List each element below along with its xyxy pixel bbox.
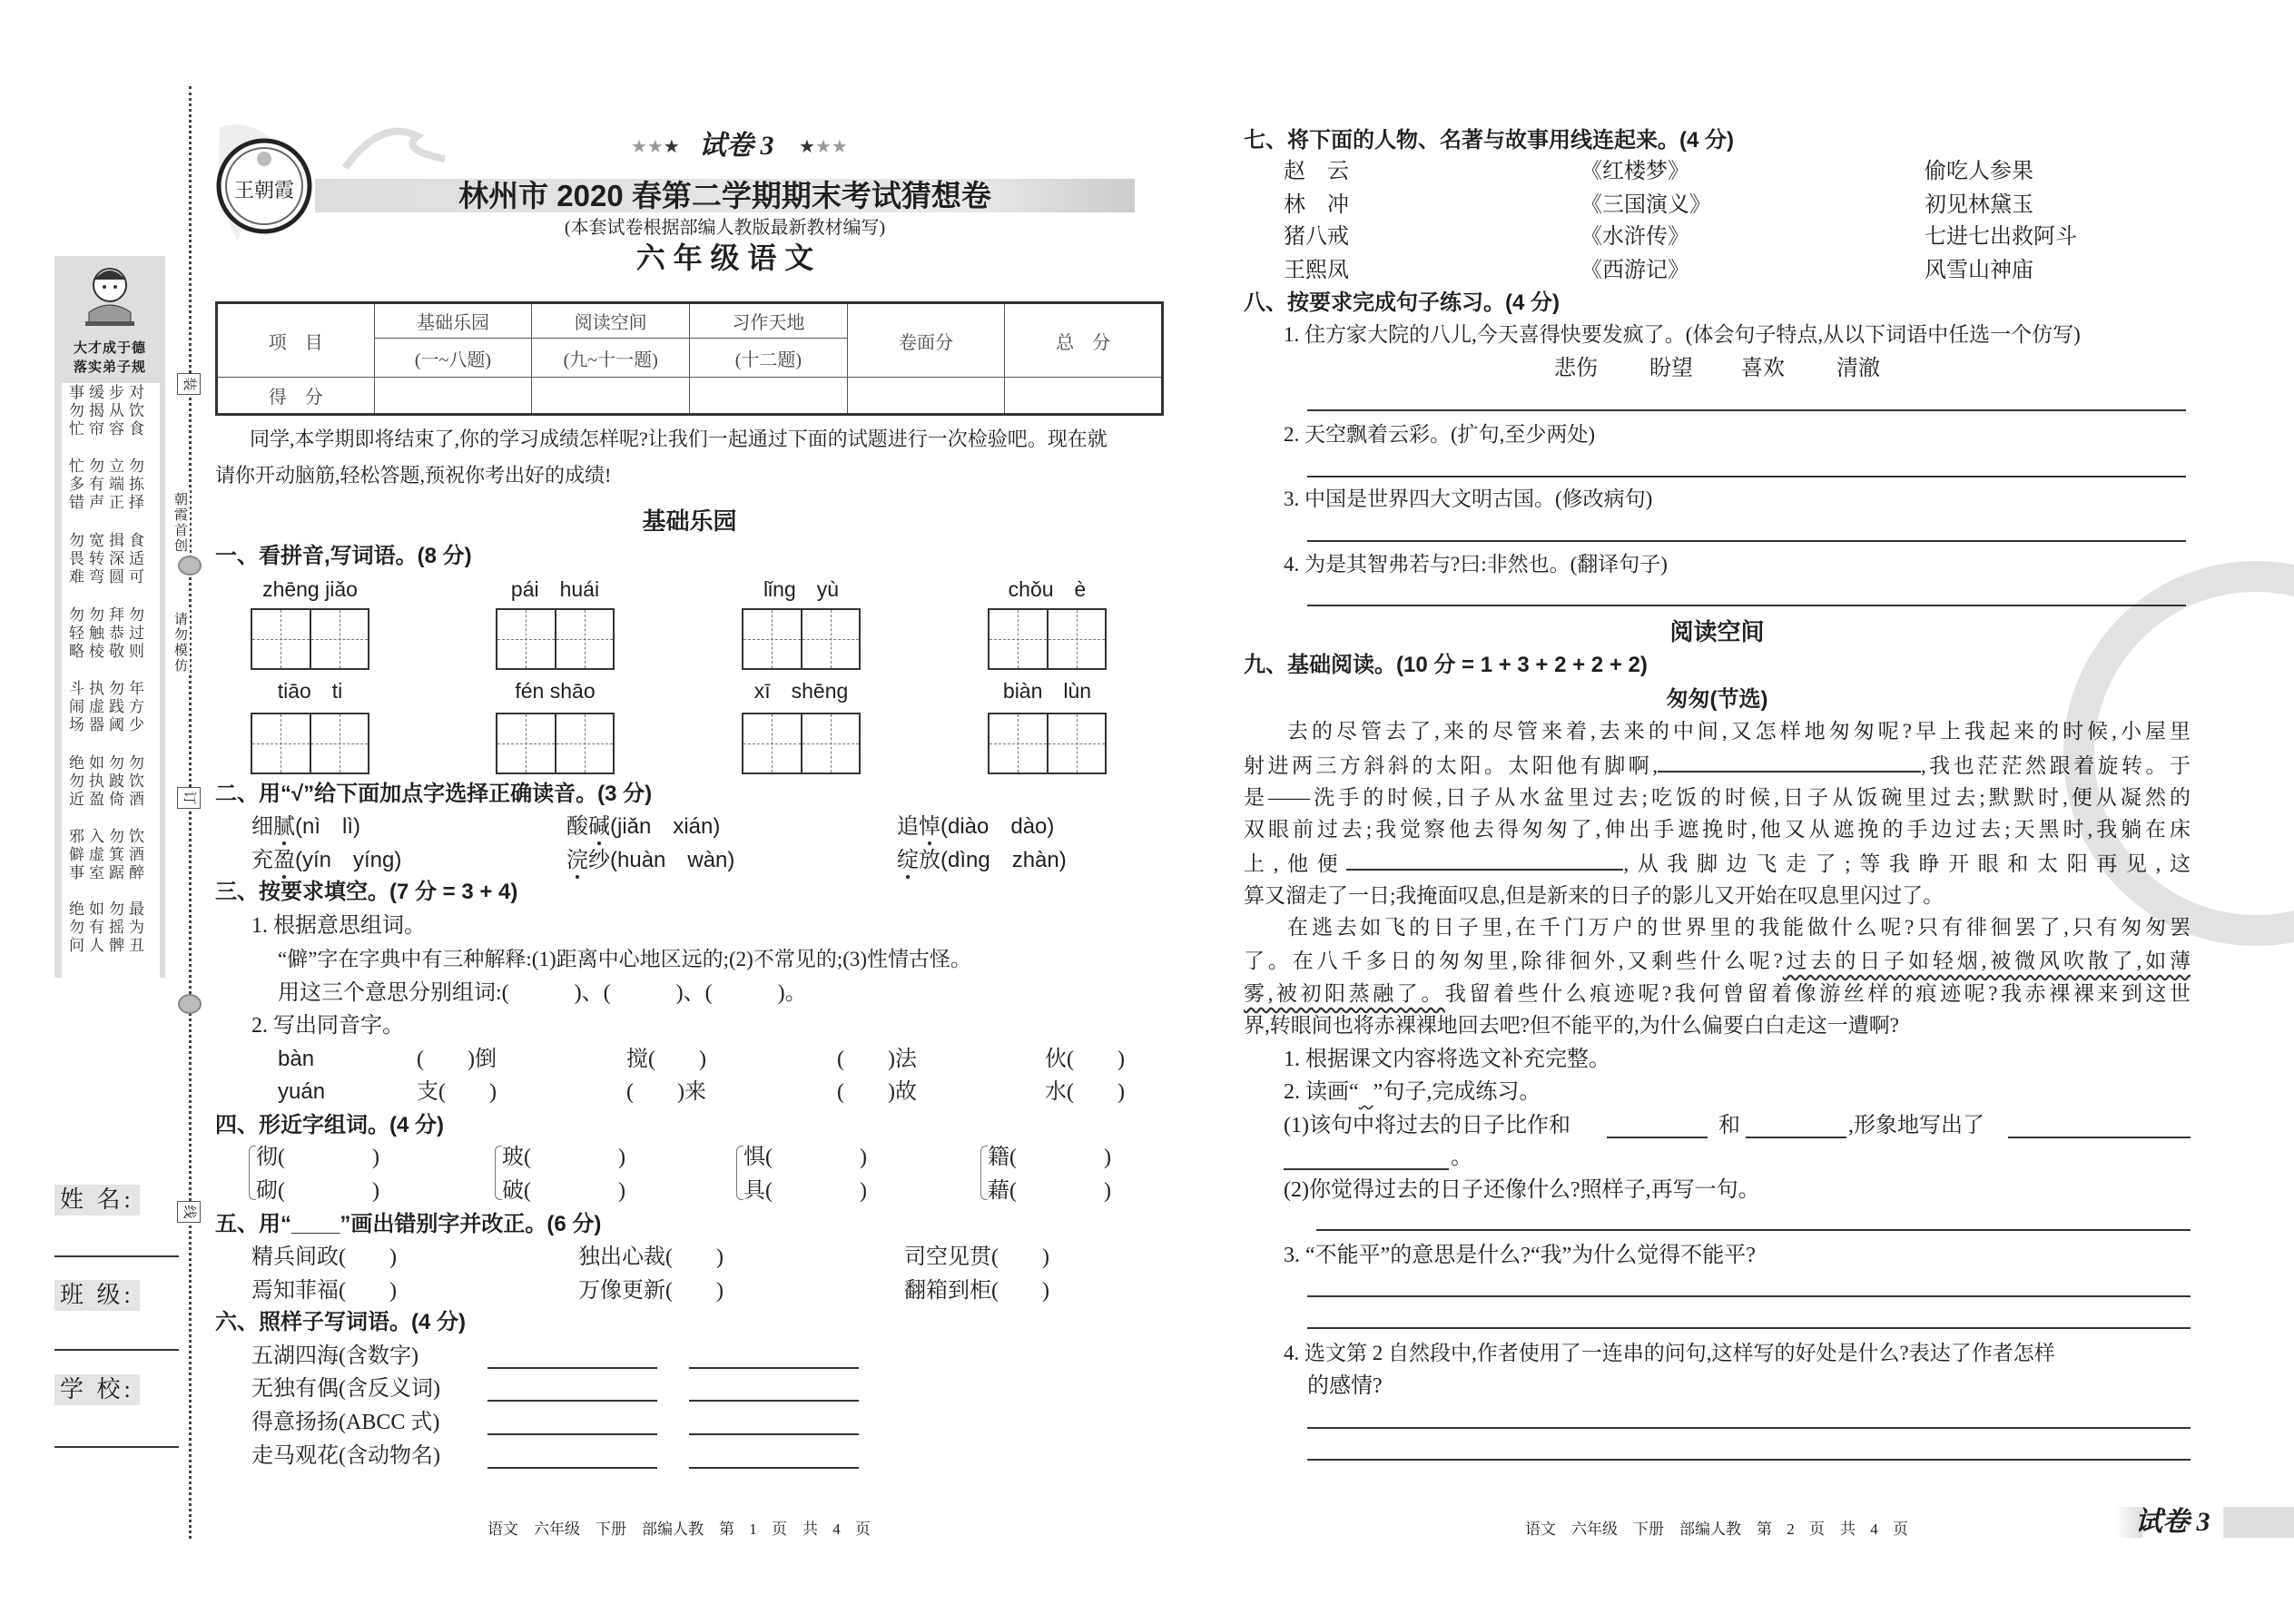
answer-line[interactable]: [1307, 1459, 2191, 1461]
subject-title: 六 年 级 语 文: [635, 241, 814, 274]
verse-line: 事缓步对: [69, 384, 149, 401]
smiley-icon: [178, 994, 202, 1014]
word-pattern-example: 五湖四海(含数字): [251, 1344, 418, 1368]
sub-question-prompt[interactable]: 用这三个意思分别组词:( )、( )、( )。: [278, 981, 807, 1005]
sub-question-text: “僻”字在字典中有三种解释:(1)距离中心地区远的;(2)不常见的;(3)性情古怪。: [278, 948, 972, 970]
answer-line[interactable]: [487, 1433, 657, 1435]
binding-dotted-line: [189, 86, 192, 1539]
school-field[interactable]: [54, 1446, 179, 1448]
tianzige-cell[interactable]: [556, 610, 614, 668]
margin-tag-xian: 线: [177, 1201, 201, 1223]
answer-line[interactable]: [1307, 476, 2186, 477]
tianzige-answer-box[interactable]: [251, 713, 369, 774]
passage-line: [1244, 819, 2191, 840]
exam-subtitle: (本套试卷根据部编人教版最新教材编写): [564, 218, 886, 238]
pronunciation-item[interactable]: [566, 816, 720, 838]
tianzige-cell[interactable]: [989, 610, 1049, 668]
passage-text: ,我也茫茫然跟着旋转。于: [1920, 754, 2191, 777]
section-range: (十二题): [690, 339, 848, 378]
answer-blank[interactable]: [2008, 1137, 2191, 1138]
pinyin-label: biàn lùn: [1002, 679, 1092, 703]
page-footer-1: 语文 六年级 下册 部编人教 第 1 页 共 4 页: [487, 1521, 871, 1538]
answer-line[interactable]: [689, 1400, 859, 1402]
section-range: (一~八题): [374, 339, 532, 378]
score-cell[interactable]: [532, 378, 690, 415]
answer-line[interactable]: [487, 1467, 657, 1469]
smiley-icon: [178, 556, 202, 576]
verse-line: 问人髀丑: [69, 937, 149, 954]
item-char: 浣: [566, 849, 588, 872]
brace-icon: [980, 1146, 988, 1200]
class-label: 班 级:: [54, 1280, 140, 1311]
score-table: [215, 301, 1164, 416]
passage-text: ,从我脚边飞走了;等我睁开眼和太阳再见,这: [1623, 852, 2191, 875]
tianzige-answer-box[interactable]: [988, 713, 1107, 774]
match-story[interactable]: 偷吃人参果: [1925, 160, 2033, 183]
reading-question-2-2: (2)你觉得过去的日子还像什么?照样子,再写一句。: [1284, 1178, 1760, 1202]
verse-line: 勿揭从饮: [69, 402, 149, 419]
pinyin-options[interactable]: (nì lì): [295, 814, 360, 839]
homophone-blank[interactable]: ( )法: [837, 1048, 917, 1071]
tianzige-cell[interactable]: [252, 714, 311, 773]
corner-exam-tab: 试卷 3: [2135, 1507, 2210, 1537]
item-char: 悼: [919, 815, 940, 839]
reading-question-2: [1284, 1081, 1541, 1103]
tianzige-cell[interactable]: [802, 610, 860, 668]
homophone-blank[interactable]: ( )故: [837, 1080, 917, 1104]
match-book[interactable]: 《红楼梦》: [1580, 160, 1689, 183]
sentence-exercise: 2. 天空飘着云彩。(扩句,至少两处): [1284, 423, 1596, 446]
tianzige-answer-box[interactable]: [742, 713, 861, 774]
tianzige-answer-box[interactable]: [496, 713, 615, 774]
passage-line: [1287, 917, 2191, 938]
question-text: 2. 读画“: [1284, 1080, 1359, 1104]
passage-line: [1244, 787, 2191, 808]
similar-char-item[interactable]: 籍( ): [988, 1146, 1111, 1169]
item-char: 腻: [273, 815, 295, 839]
passage-text: 上,他便: [1244, 852, 1347, 875]
brand-logo-badge: [211, 123, 318, 245]
answer-line[interactable]: [1307, 1427, 2191, 1429]
pronunciation-item[interactable]: [251, 816, 360, 838]
passage-title: 匆匆(节选): [1666, 687, 1768, 712]
tianzige-cell[interactable]: [497, 714, 556, 773]
verse-line: 畏转深适: [69, 550, 149, 567]
question-9-title: 九、基础阅读。(10 分 = 1 + 3 + 2 + 2 + 2): [1244, 653, 1648, 677]
passage-line: [1287, 721, 2191, 742]
section-name: 习作天地: [690, 303, 848, 339]
answer-blank[interactable]: [1284, 1168, 1449, 1170]
match-person[interactable]: 王熙凤: [1284, 259, 1349, 282]
sub-question: 1. 根据意思组词。: [251, 914, 426, 938]
item-char: 碱: [588, 815, 610, 839]
sidebar-slogan: 大才成于德: [73, 340, 146, 356]
homophone-blank[interactable]: ( )倒: [417, 1048, 497, 1071]
similar-char-item[interactable]: 惧( ): [743, 1146, 867, 1169]
word-pattern-example: 走马观花(含动物名): [251, 1444, 440, 1468]
passage-line: [1244, 852, 2191, 874]
tianzige-cell[interactable]: [311, 610, 369, 668]
exam-title: 林州市 2020 春第二学期期末考试猜想卷: [458, 179, 991, 212]
score-cell[interactable]: [374, 378, 532, 415]
verse-line: 忙帘容食: [69, 420, 149, 438]
sub-question: 2. 写出同音字。: [251, 1014, 404, 1038]
passage-text: 射进两三方斜斜的太阳。太阳他有脚啊,: [1244, 754, 1658, 777]
tianzige-answer-box[interactable]: [988, 608, 1107, 670]
question-3-title: 三、按要求填空。(7 分 = 3 + 4): [215, 880, 518, 904]
word-choice: 清澈: [1836, 357, 1880, 380]
verse-line: 勿有摇为: [69, 919, 149, 936]
similar-char-item[interactable]: 藉( ): [988, 1179, 1111, 1203]
reading-question-2-1: (1)该句中将过去的日子比作和: [1284, 1114, 1570, 1137]
verse-line: 忙勿立勿: [69, 458, 149, 475]
match-book[interactable]: 《西游记》: [1580, 259, 1689, 282]
word-pattern-example: 得意扬扬(ABCC 式): [251, 1411, 440, 1434]
typo-item[interactable]: 焉知菲福( ): [251, 1279, 397, 1303]
verse-line: 闹虚践方: [69, 698, 149, 715]
fill-in-blank[interactable]: [1658, 754, 1921, 773]
word-pattern-example: 无独有偶(含反义词): [251, 1377, 440, 1401]
passage-text: 了。在八千多日的匆匆里,除徘徊外,又剩些什么呢?: [1244, 950, 1783, 972]
passage-line: [1244, 950, 2191, 971]
verse-line: 邪入勿饮: [69, 828, 149, 845]
score-cell[interactable]: [847, 378, 1005, 415]
pronunciation-item[interactable]: [566, 850, 734, 871]
verse-line: 绝如勿最: [69, 901, 149, 918]
sidebar-slogan: 落实弟子规: [73, 359, 146, 375]
scholar-cartoon-icon: [82, 261, 138, 336]
answer-line[interactable]: [1307, 605, 2186, 606]
tianzige-cell[interactable]: [1049, 610, 1106, 668]
similar-char-item[interactable]: 玻( ): [502, 1146, 625, 1169]
question-text: 和: [1718, 1114, 1740, 1137]
margin-tag-zhuang: 装: [177, 373, 201, 395]
question-2-title: 二、用“√”给下面加点字选择正确读音。(3 分): [215, 782, 653, 806]
question-4-title: 四、形近字组词。(4 分): [215, 1113, 444, 1137]
answer-line[interactable]: [1307, 409, 2186, 411]
item-char: 充: [251, 849, 273, 872]
brace-icon: [736, 1146, 743, 1200]
verse-line: 难弯圆可: [69, 568, 149, 586]
tianzige-answer-box[interactable]: [251, 608, 369, 670]
section-range: (九~十一题): [532, 339, 690, 378]
question-text: ,形象地写出了: [1848, 1114, 1984, 1137]
passage-text: 在逃去如飞的日子里,在千门万户的世界里的我能做什么呢?只有徘徊罢了,只有匆匆罢: [1287, 916, 2191, 939]
section-name: 基础乐园: [374, 303, 532, 339]
sentence-exercise: 3. 中国是世界四大文明古国。(修改病句): [1284, 487, 1653, 510]
match-person[interactable]: 猪八戒: [1284, 225, 1349, 249]
class-field[interactable]: [54, 1349, 179, 1351]
passage-line: [1244, 754, 2191, 776]
tianzige-cell[interactable]: [1049, 714, 1106, 773]
verse-line: 错声正择: [69, 494, 149, 511]
word-choice: 悲伤: [1554, 357, 1598, 380]
homophone-pinyin: yuán: [278, 1079, 326, 1104]
tianzige-cell[interactable]: [252, 610, 311, 668]
pronunciation-item[interactable]: [897, 850, 1067, 871]
typo-item[interactable]: 精兵间政( ): [251, 1245, 397, 1269]
homophone-blank[interactable]: 搅( ): [626, 1048, 706, 1071]
similar-char-item[interactable]: 彻( ): [256, 1146, 379, 1169]
question-1-title: 一、看拼音,写词语。(8 分): [215, 544, 472, 568]
item-char: 细: [251, 815, 273, 839]
pinyin-options[interactable]: (yín yíng): [295, 848, 402, 872]
pinyin-label: chǒu è: [1008, 577, 1087, 601]
reading-question-3: 3. “不能平”的意思是什么?“我”为什么觉得不能平?: [1284, 1244, 1756, 1267]
question-5-title: 五、用“____”画出错别字并改正。(6 分): [215, 1212, 602, 1236]
reading-question-1: 1. 根据课文内容将选文补充完整。: [1284, 1048, 1610, 1071]
star-decoration: ★★★: [799, 137, 848, 157]
passage-line: [1244, 983, 2191, 1004]
tianzige-cell[interactable]: [556, 714, 614, 773]
verse-line: 场器阈少: [69, 716, 149, 733]
verse-line: 轻触恭过: [69, 625, 149, 642]
question-text: 。: [1451, 1146, 1472, 1169]
question-text: ”句子,完成练习。: [1373, 1080, 1541, 1104]
page-footer-2: 语文 六年级 下册 部编人教 第 2 页 共 4 页: [1525, 1521, 1908, 1538]
part-heading-reading: 阅读空间: [1669, 618, 1765, 645]
answer-blank[interactable]: [1607, 1137, 1708, 1138]
tianzige-answer-box[interactable]: [496, 608, 615, 670]
tianzige-cell[interactable]: [743, 610, 802, 668]
match-book[interactable]: 《三国演义》: [1580, 193, 1711, 217]
pinyin-options[interactable]: (diào dào): [940, 814, 1055, 839]
item-char: 盈: [273, 849, 295, 872]
pinyin-label: lǐng yù: [763, 577, 840, 601]
verse-line: 斗执勿年: [69, 680, 149, 697]
wavy-underlined-sentence: 过去的日子如轻烟,被微风吹散了,如薄: [1782, 950, 2191, 972]
answer-line[interactable]: [689, 1367, 859, 1369]
match-book[interactable]: 《水浒传》: [1580, 225, 1689, 249]
name-field[interactable]: [54, 1255, 179, 1257]
typo-item[interactable]: 翻箱到柜( ): [904, 1279, 1049, 1303]
verse-line: 勿执跛饮: [69, 773, 149, 790]
question-7-title: 七、将下面的人物、名著与故事用线连起来。(4 分): [1244, 128, 1734, 153]
reading-question-4: 4. 选文第 2 自然段中,作者使用了一连串的问句,这样写的好处是什么?表达了作者怎样: [1284, 1342, 2055, 1364]
item-char: 绽: [897, 849, 919, 872]
margin-tag-ding: 订: [177, 787, 201, 809]
total-score-header: 总 分: [1005, 303, 1163, 378]
verse-line: 勿勿拜勿: [69, 606, 149, 624]
tianzige-cell[interactable]: [743, 714, 802, 773]
passage-text: 双眼前过去;我觉察他去得匆匆了,伸出手遮挽时,他又从遮挽的手边过去;天黑时,我躺在床: [1244, 818, 2191, 841]
answer-line[interactable]: [1307, 1327, 2191, 1329]
brace-icon: [249, 1146, 256, 1200]
match-story[interactable]: 初见林黛玉: [1925, 193, 2033, 217]
fill-in-blank[interactable]: [1346, 852, 1623, 871]
tianzige-cell[interactable]: [311, 714, 369, 773]
pinyin-label: zhēng jiǎo: [262, 577, 358, 601]
item-char: 酸: [566, 815, 588, 839]
word-choice: 喜欢: [1741, 357, 1785, 380]
typo-item[interactable]: 独出心裁( ): [578, 1245, 724, 1269]
match-story[interactable]: 风雪山神庙: [1925, 259, 2033, 282]
score-cell[interactable]: [690, 378, 848, 415]
match-person[interactable]: 林 冲: [1284, 193, 1349, 217]
brace-icon: [495, 1146, 502, 1200]
typo-item[interactable]: 司空见贯( ): [904, 1245, 1049, 1269]
passage-text: 去的尽管去了,来的尽管来着,去来的中间,又怎样地匆匆呢?早上我起来的时候,小屋里: [1287, 720, 2191, 743]
passage-text: 我留着些什么痕迹呢?我何曾留着像游丝样的痕迹呢?我赤裸裸来到这世: [1444, 982, 2191, 1005]
pronunciation-item[interactable]: [897, 816, 1054, 838]
sentence-exercise: 1. 住方家大院的八儿,今天喜得快要发疯了。(体会句子特点,从以下词语中任选一个仿写): [1284, 323, 2081, 346]
passage-text: 界,转眼间也将赤裸裸地回去吧?但不能平的,为什么偏要白白走这一遭啊?: [1244, 1014, 1899, 1037]
match-person[interactable]: 赵 云: [1284, 160, 1349, 183]
sidebar-panel: [54, 256, 165, 978]
verse-line: 事室踞醉: [69, 864, 149, 881]
homophone-blank[interactable]: 伙( ): [1045, 1048, 1125, 1071]
pronunciation-item[interactable]: [251, 850, 401, 871]
match-story[interactable]: 七进七出救阿斗: [1925, 225, 2077, 249]
section-name: 阅读空间: [532, 303, 690, 339]
item-char: 追: [897, 815, 919, 839]
tianzige-cell[interactable]: [497, 610, 556, 668]
answer-line[interactable]: [1316, 1229, 2191, 1231]
ribbon-decoration: [327, 118, 454, 172]
tianzige-cell[interactable]: [989, 714, 1049, 773]
answer-line[interactable]: [487, 1367, 657, 1369]
passage-text: 算又溜走了一日;我掩面叹息,但是新来的日子的影儿又开始在叹息里闪过了。: [1244, 884, 1944, 907]
answer-line[interactable]: [487, 1400, 657, 1402]
homophone-pinyin: bàn: [278, 1047, 315, 1071]
similar-char-item[interactable]: 破( ): [502, 1179, 625, 1203]
row-label: 项 目: [217, 303, 375, 378]
pinyin-label: tiāo ti: [277, 679, 343, 703]
answer-line[interactable]: [1307, 540, 2186, 542]
homophone-blank[interactable]: ( )来: [626, 1080, 706, 1104]
verse-line: 绝如勿勿: [69, 754, 149, 772]
school-label: 学 校:: [54, 1374, 140, 1405]
logo-text: 王朝霞: [233, 180, 295, 202]
answer-blank[interactable]: [1746, 1137, 1846, 1138]
verse-line: 勿宽揖食: [69, 532, 149, 549]
question-8-title: 八、按要求完成句子练习。(4 分): [1244, 290, 1560, 315]
answer-line[interactable]: [689, 1433, 859, 1435]
score-row-label: 得 分: [217, 378, 375, 415]
intro-line: 请你开动脑筋,轻松答题,预祝你考出好的成绩!: [215, 464, 612, 487]
paper-score-header: 卷面分: [847, 303, 1005, 378]
passage-line: [1244, 885, 2191, 906]
verse-line: 近盈倚酒: [69, 791, 149, 808]
sentence-exercise: 4. 为是其智弗若与?曰:非然也。(翻译句子): [1284, 553, 1668, 576]
tianzige-cell[interactable]: [802, 714, 860, 773]
question-6-title: 六、照样子写词语。(4 分): [215, 1310, 466, 1334]
verse-line: 多有端拣: [69, 476, 149, 493]
tianzige-answer-box[interactable]: [742, 608, 861, 670]
passage-line: [1244, 1015, 2191, 1036]
pinyin-options[interactable]: (huàn wàn): [610, 848, 735, 872]
exam-number: 试卷 3: [699, 131, 774, 161]
dizigui-verses: [62, 383, 160, 978]
pinyin-label: pái huái: [510, 577, 600, 601]
similar-char-item[interactable]: 具( ): [743, 1179, 867, 1203]
pinyin-options[interactable]: (dìng zhàn): [940, 848, 1067, 872]
wavy-underlined-sentence: 雾,被初阳蒸融了。: [1244, 982, 1445, 1005]
homophone-blank[interactable]: 支( ): [417, 1080, 497, 1104]
reading-question-4-cont: 的感情?: [1307, 1374, 1383, 1398]
pinyin-options[interactable]: (jiǎn xián): [610, 814, 721, 839]
item-char: 纱: [588, 849, 610, 872]
verse-line: 略棱敬则: [69, 643, 149, 660]
pinyin-label: xī shēng: [753, 679, 849, 703]
margin-warning-text: 请勿模仿: [171, 610, 190, 675]
score-cell[interactable]: [1005, 378, 1163, 415]
item-char: 放: [919, 849, 940, 872]
typo-item[interactable]: 万像更新( ): [578, 1279, 724, 1303]
answer-line[interactable]: [1307, 1295, 2191, 1297]
intro-line: 同学,本学期即将结束了,你的学习成绩怎样呢?让我们一起通过下面的试题进行一次检验吧。现在就: [250, 428, 1108, 450]
similar-char-item[interactable]: 砌( ): [256, 1179, 379, 1203]
pinyin-label: fén shāo: [515, 679, 596, 703]
homophone-blank[interactable]: 水( ): [1045, 1080, 1125, 1104]
passage-text: 是——洗手的时候,日子从水盆里过去;吃饭的时候,日子从饭碗里过去;默默时,便从凝然的: [1244, 786, 2191, 809]
verse-line: 僻虚箕酒: [69, 846, 149, 863]
part-heading-basics: 基础乐园: [642, 507, 737, 535]
word-choice: 盼望: [1649, 357, 1693, 380]
wavy-line-symbol: ​: [1358, 1087, 1373, 1102]
margin-brand-text: 朝霞首创: [171, 490, 190, 556]
name-label: 姓 名:: [54, 1185, 140, 1216]
star-decoration: ★★★: [631, 137, 680, 157]
answer-line[interactable]: [689, 1467, 859, 1469]
